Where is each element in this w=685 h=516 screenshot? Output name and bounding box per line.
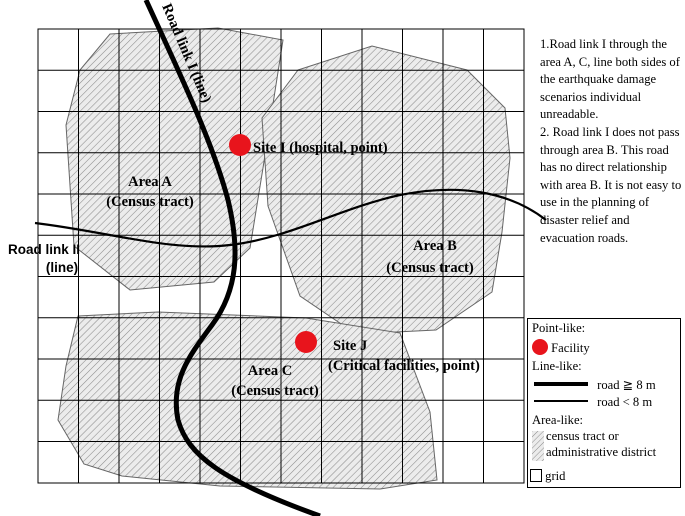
legend-area-heading: Area-like: bbox=[532, 413, 584, 427]
notes-panel bbox=[540, 36, 682, 247]
area-b-label: Area B bbox=[413, 238, 457, 254]
site-j-description: (Critical facilities, point) bbox=[328, 358, 480, 374]
legend-road-minor-label: road < 8 m bbox=[597, 395, 653, 409]
legend-facility-label: Facility bbox=[551, 341, 590, 355]
road-link-1-label: Road link I (line) bbox=[158, 1, 215, 106]
area-c-label: Area C bbox=[247, 363, 293, 379]
site-j-label: Site J bbox=[333, 338, 368, 354]
legend-facility bbox=[532, 339, 590, 356]
legend-road-major-label: road ≧ 8 m bbox=[597, 378, 656, 392]
note-1: 1.Road link I through the area A, C, line both sides of the earthquake damage scenarios individual unreadable. bbox=[540, 37, 680, 122]
area-a-label: Area A bbox=[128, 174, 172, 190]
facility-icon bbox=[532, 339, 548, 355]
area-a-sublabel: (Census tract) bbox=[106, 194, 194, 210]
road-link-2-sublabel: (line) bbox=[45, 260, 79, 275]
thick-line-icon bbox=[534, 382, 588, 386]
legend bbox=[527, 318, 681, 488]
legend-line-heading: Line-like: bbox=[532, 359, 582, 373]
legend-grid bbox=[530, 469, 565, 484]
area-c-sublabel: (Census tract) bbox=[231, 383, 319, 399]
site-i-marker bbox=[229, 134, 251, 156]
legend-road-major bbox=[534, 377, 656, 393]
legend-area-line1: census tract or bbox=[546, 429, 619, 443]
legend-point-heading: Point-like: bbox=[532, 321, 586, 335]
site-j-marker bbox=[295, 331, 317, 353]
note-2: 2. Road link I does not pass through area B. This road has no direct relationship with area B. It is not easy to use in the planning of disaster relief and evacuation roads. bbox=[540, 124, 682, 245]
road-link-2-label: Road link II bbox=[7, 242, 80, 257]
thin-line-icon bbox=[534, 400, 588, 402]
site-i-label: Site I (hospital, point) bbox=[253, 140, 388, 156]
legend-grid-label: grid bbox=[545, 469, 566, 483]
legend-road-minor bbox=[534, 395, 652, 410]
hatch-swatch-icon bbox=[532, 431, 544, 461]
area-b-polygon bbox=[262, 46, 510, 334]
area-b-sublabel: (Census tract) bbox=[386, 260, 474, 276]
legend-area-line2: administrative district bbox=[546, 445, 657, 459]
grid-cell-icon bbox=[530, 469, 542, 482]
